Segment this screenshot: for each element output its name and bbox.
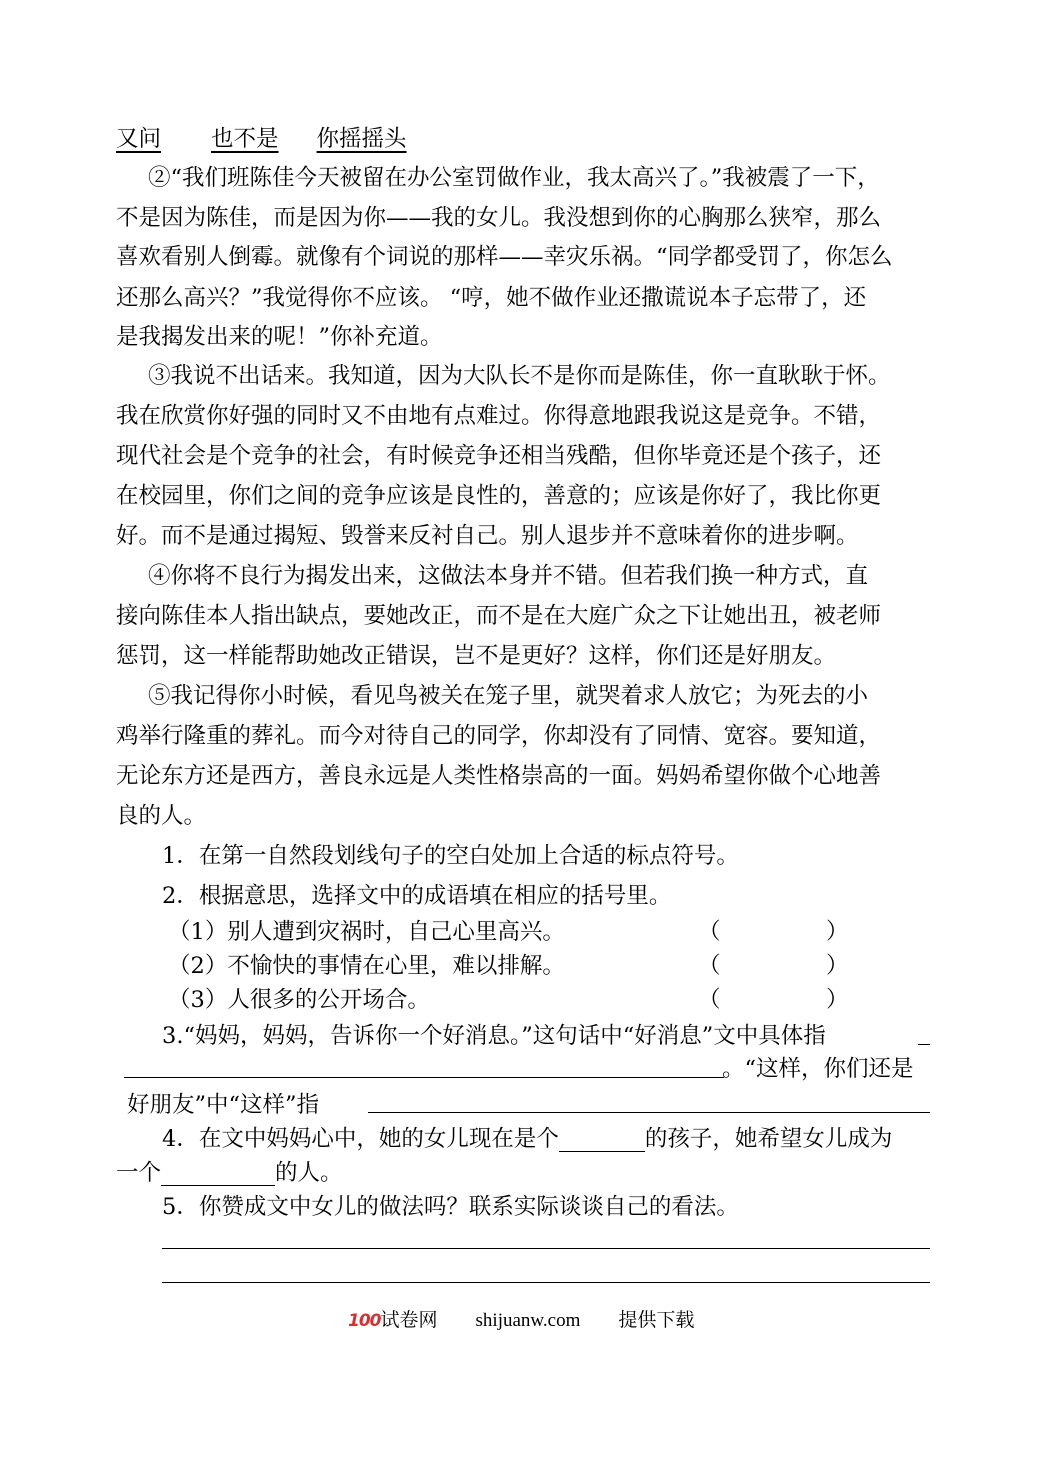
footer-brand: 试卷网: [380, 1309, 438, 1331]
answer-line-q5-a[interactable]: [162, 1248, 930, 1249]
question-3-line-1: 3.“妈妈，妈妈，告诉你一个好消息。”这句话中“好消息”文中具体指: [162, 1023, 826, 1049]
top-fragment-a: 又问: [116, 126, 162, 152]
answer-paren-open-2: （: [698, 953, 721, 979]
paragraph-3-line-3: 现代社会是个竞争的社会，有时候竞争还相当残酷，但你毕竟还是个孩子，还: [116, 443, 882, 469]
paragraph-2-line-4: 还那么高兴？”我觉得你不应该。 “哼，她不做作业还撒谎说本子忘带了，还: [116, 285, 867, 311]
paragraph-2-line-3: 喜欢看别人倒霉。就像有个词说的那样——幸灾乐祸。“同学都受罚了，你怎么: [116, 244, 893, 270]
answer-paren-close-3: ）: [826, 987, 849, 1013]
paragraph-5-line-1: ⑤我记得你小时候，看见鸟被关在笼子里，就哭着求人放它；为死去的小: [148, 683, 869, 709]
paragraph-5-line-4: 良的人。: [116, 803, 207, 829]
answer-line-q5-b[interactable]: [162, 1282, 930, 1283]
footer: [348, 1306, 694, 1335]
answer-paren-open-3: （: [698, 987, 721, 1013]
answer-line-q3-c[interactable]: [368, 1112, 930, 1113]
answer-line-q4-b[interactable]: [161, 1163, 275, 1186]
answer-paren-close-1: ）: [826, 919, 849, 945]
question-5: 5．你赞成文中女儿的做法吗？联系实际谈谈自己的看法。: [162, 1194, 739, 1220]
answer-paren-close-2: ）: [826, 953, 849, 979]
paragraph-5-line-2: 鸡举行隆重的葬礼。而今对待自己的同学，你却没有了同情、宽容。要知道，: [116, 723, 882, 749]
paragraph-4-line-3: 惩罚，这一样能帮助她改正错误，岂不是更好？这样，你们还是好朋友。: [116, 643, 837, 669]
answer-paren-open-1: （: [698, 919, 721, 945]
question-4-text-d: 的人。: [275, 1160, 343, 1186]
paragraph-2-line-5: 是我揭发出来的呢！”你补充道。: [116, 324, 443, 350]
question-4-text-a: 4．在文中妈妈心中，她的女儿现在是个: [162, 1126, 559, 1152]
paragraph-3-line-5: 好。而不是通过揭短、毁誉来反衬自己。别人退步并不意味着你的进步啊。: [116, 523, 859, 549]
question-4-text-c: 一个: [116, 1160, 162, 1186]
question-2-item-3: （3）人很多的公开场合。: [168, 987, 430, 1013]
paragraph-2-line-1: ②“我们班陈佳今天被留在办公室罚做作业，我太高兴了。”我被震了一下，: [148, 165, 880, 191]
paragraph-3-line-2: 我在欣赏你好强的同时又不由地有点难过。你得意地跟我说这是竞争。不错，: [116, 403, 882, 429]
top-fragment-c: 你摇摇头: [316, 126, 407, 152]
question-2: 2．根据意思，选择文中的成语填在相应的括号里。: [162, 883, 672, 909]
paragraph-5-line-3: 无论东方还是西方，善良永远是人类性格崇高的一面。妈妈希望你做个心地善: [116, 763, 882, 789]
paragraph-4-line-1: ④你将不良行为揭发出来，这做法本身并不错。但若我们换一种方式，直: [148, 563, 869, 589]
footer-tail: 提供下载: [618, 1309, 695, 1331]
logo-100: 100: [348, 1311, 381, 1331]
question-4-line-1: [162, 1124, 892, 1154]
answer-line-q3-b[interactable]: [124, 1077, 724, 1078]
question-1: 1．在第一自然段划线句子的空白处加上合适的标点符号。: [162, 843, 739, 869]
question-4-text-b: 的孩子，她希望女儿成为: [644, 1126, 893, 1152]
paragraph-2-line-2: 不是因为陈佳，而是因为你——我的女儿。我没想到你的心胸那么狭窄，那么: [116, 205, 882, 231]
paragraph-4-line-2: 接向陈佳本人指出缺点，要她改正，而不是在大庭广众之下让她出丑，被老师: [116, 603, 882, 629]
question-3-line-2-tail: 。“这样，你们还是: [722, 1056, 914, 1082]
top-underlined-line: [116, 124, 407, 154]
question-4-line-2: [116, 1158, 343, 1188]
footer-site-link[interactable]: shijuanw.com: [475, 1310, 581, 1331]
question-2-item-1: （1）别人遭到灾祸时，自己心里高兴。: [168, 919, 565, 945]
paragraph-3-line-1: ③我说不出话来。我知道，因为大队长不是你而是陈佳，你一直耿耿于怀。: [148, 363, 891, 389]
answer-line-q3-a[interactable]: [918, 1044, 930, 1045]
paragraph-3-line-4: 在校园里，你们之间的竞争应该是良性的，善意的；应该是你好了，我比你更: [116, 483, 882, 509]
answer-line-q4-a[interactable]: [559, 1129, 645, 1152]
question-2-item-2: （2）不愉快的事情在心里，难以排解。: [168, 953, 565, 979]
top-fragment-b: 也不是: [211, 126, 279, 152]
question-3-line-3-head: 好朋友”中“这样”指: [127, 1092, 320, 1118]
